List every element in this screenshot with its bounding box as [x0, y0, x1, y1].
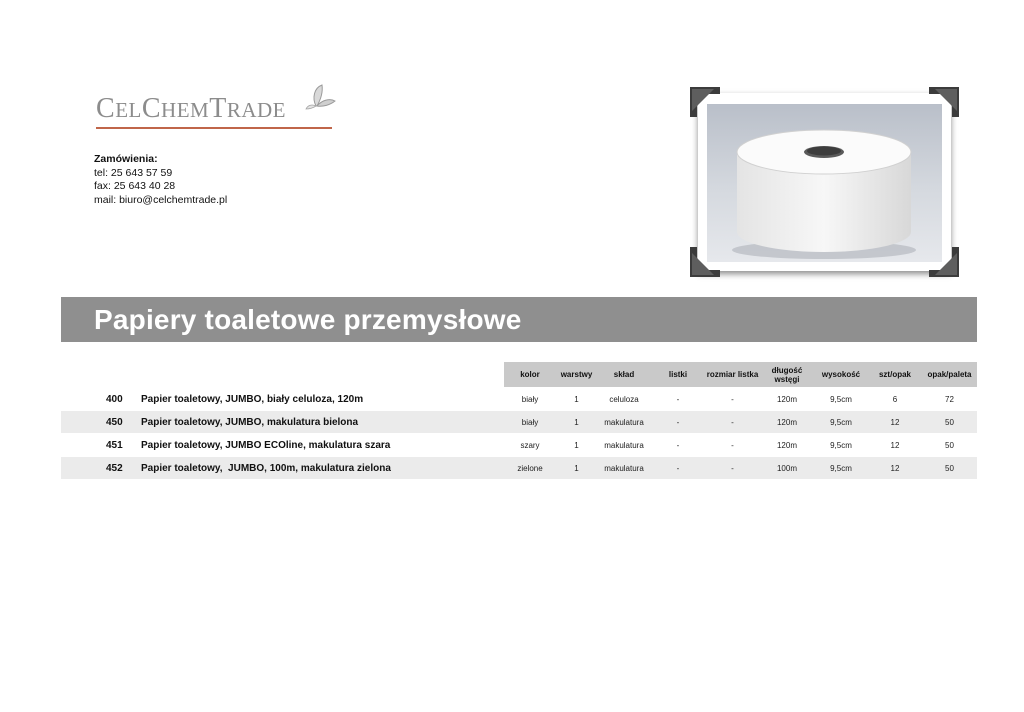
contact-phone: tel: 25 643 57 59: [94, 166, 173, 179]
table-row: [61, 457, 977, 479]
product-code: 451: [106, 439, 123, 451]
cell-warstwy: 1: [574, 394, 579, 404]
column-header: opak/paleta: [927, 370, 972, 379]
column-header: długość wstęgi: [771, 365, 803, 384]
column-header: szt/opak: [878, 370, 911, 379]
cell-rozmiar: -: [731, 463, 734, 473]
cell-szt-opak: 12: [890, 463, 900, 473]
logo-wordmark: CELCHEMTRADE: [96, 93, 286, 124]
photo-frame: [698, 93, 951, 271]
photo-corner-icon: [690, 87, 720, 117]
product-photo: [690, 87, 959, 277]
cell-sklad: makulatura: [604, 440, 644, 450]
cell-opak-paleta: 50: [945, 440, 954, 450]
cell-sklad: makulatura: [604, 463, 644, 473]
cell-listki: -: [676, 440, 680, 450]
company-logo: [94, 84, 336, 134]
cell-dlugosc: 100m: [776, 463, 797, 473]
product-code: 452: [106, 462, 123, 474]
cell-wysokosc: 9,5cm: [830, 440, 852, 450]
product-name: Papier toaletowy, JUMBO, 100m, makulatura zielona: [141, 462, 391, 474]
table-row: [61, 388, 977, 410]
cell-wysokosc: 9,5cm: [830, 417, 852, 427]
photo-corner-icon: [929, 247, 959, 277]
cell-dlugosc: 120m: [776, 417, 797, 427]
cell-rozmiar: -: [731, 417, 734, 427]
cell-warstwy: 1: [574, 440, 579, 450]
jumbo-roll-image: [707, 104, 942, 262]
cell-kolor: zielone: [517, 463, 543, 473]
column-header: listki: [668, 370, 688, 379]
cell-rozmiar: -: [731, 440, 734, 450]
cell-kolor: szary: [520, 440, 540, 450]
column-header: wysokość: [821, 370, 861, 379]
column-header: rozmiar listka: [706, 370, 759, 379]
cell-opak-paleta: 50: [945, 463, 954, 473]
cell-listki: -: [676, 417, 680, 427]
cell-dlugosc: 120m: [776, 394, 797, 404]
cell-szt-opak: 12: [890, 440, 900, 450]
cell-rozmiar: -: [731, 394, 734, 404]
product-code: 450: [106, 416, 123, 428]
cell-sklad: makulatura: [604, 417, 644, 427]
cell-dlugosc: 120m: [776, 440, 797, 450]
contact-fax: fax: 25 643 40 28: [94, 180, 176, 192]
photo-corner-icon: [929, 87, 959, 117]
cell-warstwy: 1: [574, 463, 579, 473]
cell-listki: -: [676, 394, 680, 404]
cell-wysokosc: 9,5cm: [830, 463, 852, 473]
product-code: 400: [106, 393, 123, 405]
product-name: Papier toaletowy, JUMBO ECOline, makulatura szara: [141, 439, 391, 451]
butterfly-icon: [302, 84, 336, 114]
contact-email: mail: biuro@celchemtrade.pl: [94, 193, 228, 206]
cell-wysokosc: 9,5cm: [830, 394, 852, 404]
cell-warstwy: 1: [574, 417, 579, 427]
table-header: [504, 362, 977, 387]
cell-opak-paleta: 72: [945, 394, 954, 404]
column-header: warstwy: [560, 370, 593, 379]
cell-kolor: biały: [521, 394, 539, 404]
logo-underline: [96, 127, 332, 129]
contact-heading: Zamówienia:: [94, 153, 158, 165]
cell-szt-opak: 12: [890, 417, 900, 427]
section-title-bar: [61, 297, 977, 342]
column-header: kolor: [520, 370, 540, 379]
table-row: [61, 411, 977, 433]
table-row: [61, 434, 977, 456]
cell-opak-paleta: 50: [945, 417, 954, 427]
cell-listki: -: [676, 463, 680, 473]
column-header: skład: [613, 370, 635, 379]
product-name: Papier toaletowy, JUMBO, biały celuloza, 120m: [141, 393, 364, 405]
product-name: Papier toaletowy, JUMBO, makulatura bielona: [141, 416, 359, 428]
page-title: Papiery toaletowe przemysłowe: [94, 304, 522, 335]
photo-corner-icon: [690, 247, 720, 277]
cell-szt-opak: 6: [892, 394, 898, 404]
cell-kolor: biały: [521, 417, 539, 427]
contact-block: [94, 153, 227, 207]
cell-sklad: celuloza: [609, 394, 639, 404]
